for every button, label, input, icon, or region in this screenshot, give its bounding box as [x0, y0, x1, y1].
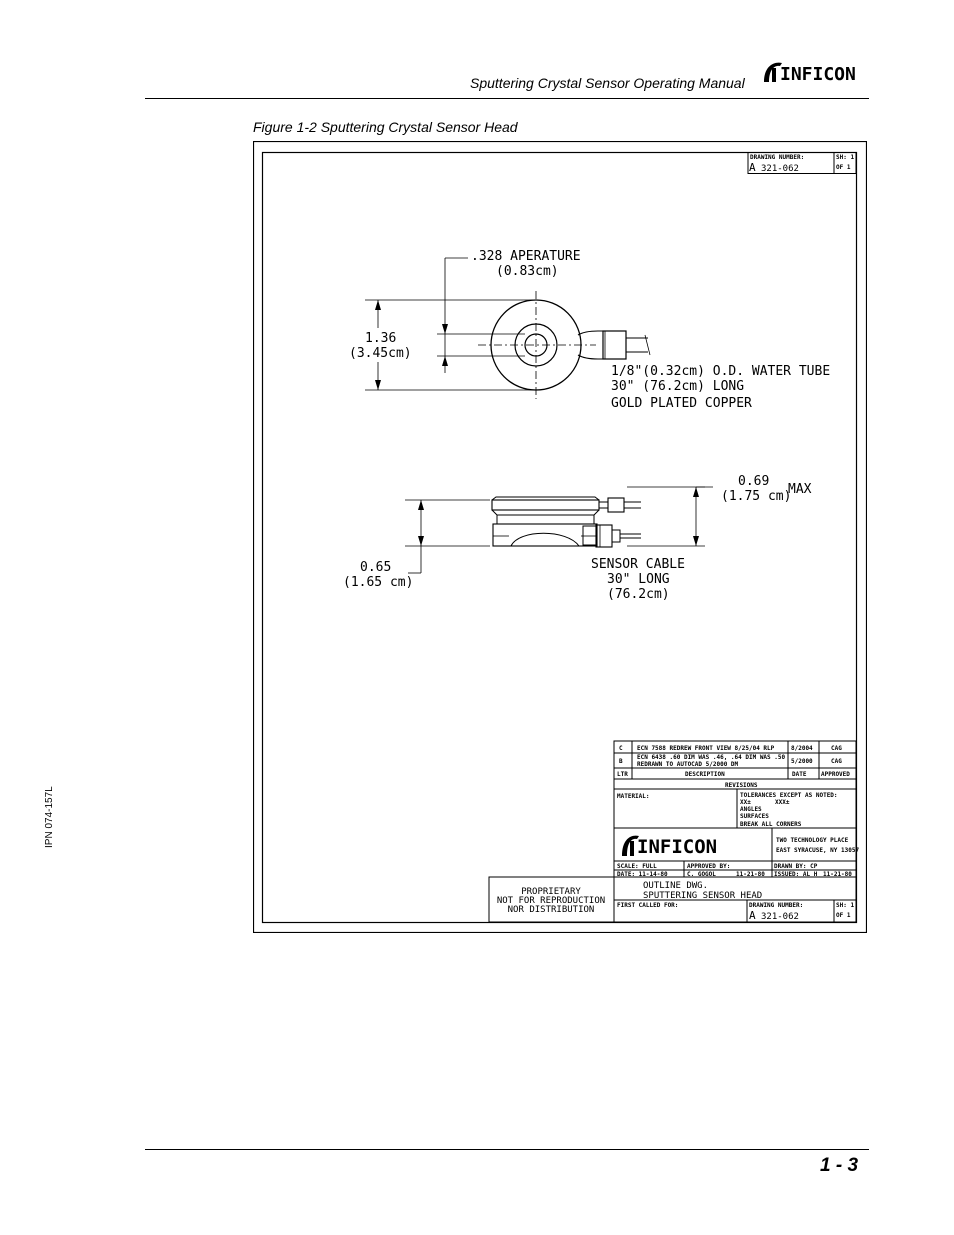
drawing-inner-border [263, 153, 860, 923]
dwg-number-label: DRAWING NUMBER: [749, 902, 804, 909]
of-label: OF 1 [836, 912, 851, 919]
height-label: 0.65 [360, 560, 392, 575]
height-metric: (1.65 cm) [343, 575, 414, 590]
top-size-letter: A [749, 161, 756, 174]
figure-caption: Figure 1-2 Sputtering Crystal Sensor Head [253, 119, 518, 135]
side-base [493, 524, 597, 546]
issued-label: ISSUED: AL H [774, 871, 818, 878]
top-dwg-number: 321-062 [761, 164, 799, 174]
rev-b-description-2: REDRAWN TO AUTOCAD 5/2000 DM [637, 761, 739, 768]
top-sheet-label: SH: 1 [836, 154, 855, 161]
top-of-label: OF 1 [836, 164, 851, 171]
dwg-number: 321-062 [761, 912, 799, 922]
title-line-1: OUTLINE DWG. [643, 881, 709, 891]
ltr-header: LTR [617, 771, 628, 778]
tube-nut [603, 331, 626, 359]
tolerances-label: TOLERANCES EXCEPT AS NOTED: [740, 792, 838, 799]
side-view [343, 474, 812, 602]
diameter-label: 1.36 [365, 331, 397, 346]
title-block-logo-text: INFICON [637, 836, 718, 858]
top-view [349, 249, 830, 411]
revisions-label: REVISIONS [725, 782, 758, 789]
address-line-1: TWO TECHNOLOGY PLACE [776, 837, 849, 844]
first-called-label: FIRST CALLED FOR: [617, 902, 679, 909]
inficon-logo-text: INFICON [780, 64, 856, 85]
angles-label: ANGLES [740, 806, 762, 813]
cable-line-3: (76.2cm) [607, 587, 670, 602]
proprietary-line-2: NOT FOR REPRODUCTION [496, 896, 606, 906]
description-header: DESCRIPTION [685, 771, 725, 778]
outline-drawing [253, 141, 867, 933]
material-label: MATERIAL: [617, 793, 650, 800]
scale-label: SCALE: FULL [617, 863, 657, 870]
rev-b-description: ECN 6438 .60 DIM WAS .46, .64 DIM WAS .50 [637, 754, 786, 761]
header-title: Sputtering Crystal Sensor Operating Manual [470, 75, 745, 91]
rev-c-approved: CAG [831, 745, 842, 752]
diameter-metric: (3.45cm) [349, 346, 412, 361]
footer-rule [145, 1149, 869, 1150]
max-suffix: MAX [788, 482, 812, 497]
side-base-arc [511, 533, 579, 546]
top-title-block [748, 153, 856, 175]
size-letter: A [749, 909, 756, 922]
top-dwg-number-label: DRAWING NUMBER: [750, 154, 805, 161]
page-number: 1 - 3 [820, 1155, 859, 1176]
date-header: DATE [792, 771, 807, 778]
rev-b-date: 5/2000 [791, 758, 813, 765]
approved-date: 11-21-80 [736, 871, 765, 878]
tol-xxx: XXX± [775, 799, 790, 806]
tube-line-2: 30" (76.2cm) LONG [611, 379, 745, 394]
aperture-label: .328 APERATURE [471, 249, 581, 264]
tube-line-3: GOLD PLATED COPPER [611, 396, 752, 411]
inficon-logo [760, 58, 875, 88]
proprietary-line-3: NOR DISTRIBUTION [507, 905, 595, 915]
cable-line-2: 30" LONG [607, 572, 670, 587]
rev-c-ltr: C [619, 745, 623, 752]
proprietary-line-1: PROPRIETARY [521, 887, 581, 897]
rev-c-description: ECN 7588 REDREW FRONT VIEW 8/25/04 RLP [637, 745, 775, 752]
rev-b-ltr: B [619, 758, 623, 765]
side-body-taper [492, 510, 599, 515]
ipn-label: IPN 074-157L [44, 786, 55, 848]
approved-header: APPROVED [821, 771, 850, 778]
cable-line-1: SENSOR CABLE [591, 557, 685, 572]
side-cable-connector [596, 525, 612, 547]
rev-b-approved: CAG [831, 758, 842, 765]
title-line-2: SPUTTERING SENSOR HEAD [643, 891, 763, 901]
tol-xx: XX± [740, 799, 751, 806]
rev-c-date: 8/2004 [791, 745, 813, 752]
address-line-2: EAST SYRACUSE, NY 13057 [776, 847, 860, 854]
approved-name: C. GOGOL [687, 871, 716, 878]
surfaces-label: SURFACES [740, 813, 769, 820]
break-corners: BREAK ALL CORNERS [740, 821, 802, 828]
side-tube-nut [608, 498, 624, 512]
title-block-text [497, 745, 860, 922]
approved-by-label: APPROVED BY: [687, 863, 731, 870]
issued-date: 11-21-80 [823, 871, 852, 878]
tube-line-1: 1/8"(0.32cm) O.D. WATER TUBE [611, 364, 831, 379]
header-rule [145, 98, 869, 99]
max-height-label: 0.69 [738, 474, 770, 489]
drawn-by-label: DRAWN BY: CP [774, 863, 818, 870]
sheet-label: SH: 1 [836, 902, 855, 909]
aperture-metric: (0.83cm) [496, 264, 559, 279]
max-height-metric: (1.75 cm) [721, 489, 792, 504]
date-label: DATE: 11-14-80 [617, 871, 668, 878]
side-top-plate [492, 500, 599, 510]
